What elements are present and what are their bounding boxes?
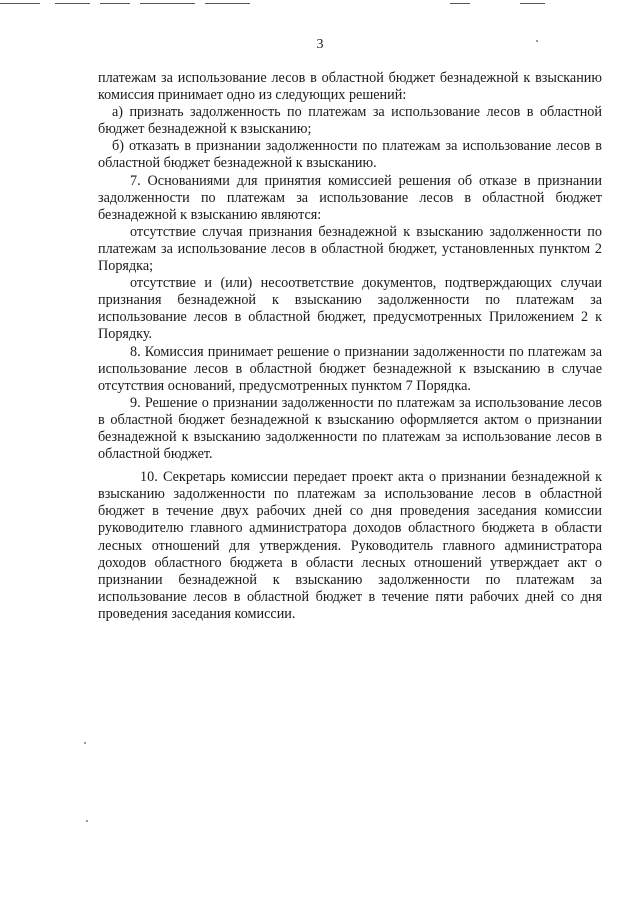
- scan-speck: [84, 742, 86, 744]
- paragraph-option-b: б) отказать в признании задолженности по платежам за использование лесов в областной бюджет безнадежной к взысканию.: [98, 138, 602, 172]
- paragraph-reason-2: отсутствие и (или) несоответствие документов, подтверждающих случаи признания безнадежной к взысканию задолженности по платежам за использование лесов в областной бюджет, предусмотренных Приложением 2 к Порядку.: [98, 275, 602, 343]
- scan-speck: [86, 820, 88, 822]
- page-number: 3: [316, 37, 324, 52]
- paragraph-item-7: 7. Основаниями для принятия комиссией решения об отказе в признании задолженности по платежам за использование лесов в областной бюджет безнадежной к взысканию являются:: [98, 172, 602, 223]
- scan-edge-marks: [0, 3, 640, 7]
- paragraph-option-a: а) признать задолженность по платежам за использование лесов в областной бюджет безнадежной к взысканию;: [98, 104, 602, 138]
- paragraph-item-10: 10. Секретарь комиссии передает проект акта о признании безнадежной к взысканию задолженности по платежам за использование лесов в областной бюджет в течение двух рабочих дней со дня проведения заседания комиссии руководителю главного администратора доходов областного бюджета в области лесных отношений для утверждения. Руководитель главного администратора доходов областного бюджета в области лесных отношений утверждает акт о признании безнадежной к взысканию задолженности по платежам за использование лесов в областной бюджет в течение пяти рабочих дней со дня проведения заседания комиссии.: [98, 469, 602, 622]
- document-body: [98, 70, 602, 623]
- paragraph-item-8: 8. Комиссия принимает решение о признании задолженности по платежам за использование лесов в областной бюджет безнадежной к взысканию в случае отсутствия оснований, предусмотренных пунктом 7 Порядка.: [98, 343, 602, 394]
- paragraph-item-9: 9. Решение о признании задолженности по платежам за использование лесов в областной бюджет безнадежной к взысканию оформляется актом о признании безнадежной к взысканию задолженности по платежам за использование лесов в областной бюджет.: [98, 394, 602, 463]
- paragraph-reason-1: отсутствие случая признания безнадежной к взысканию задолженности по платежам за использование лесов в областной бюджет, установленных пунктом 2 Порядка;: [98, 223, 602, 275]
- scan-speck: [536, 40, 538, 42]
- paragraph-continuation: платежам за использование лесов в областной бюджет безнадежной к взысканию комиссия принимает одно из следующих решений:: [98, 70, 602, 104]
